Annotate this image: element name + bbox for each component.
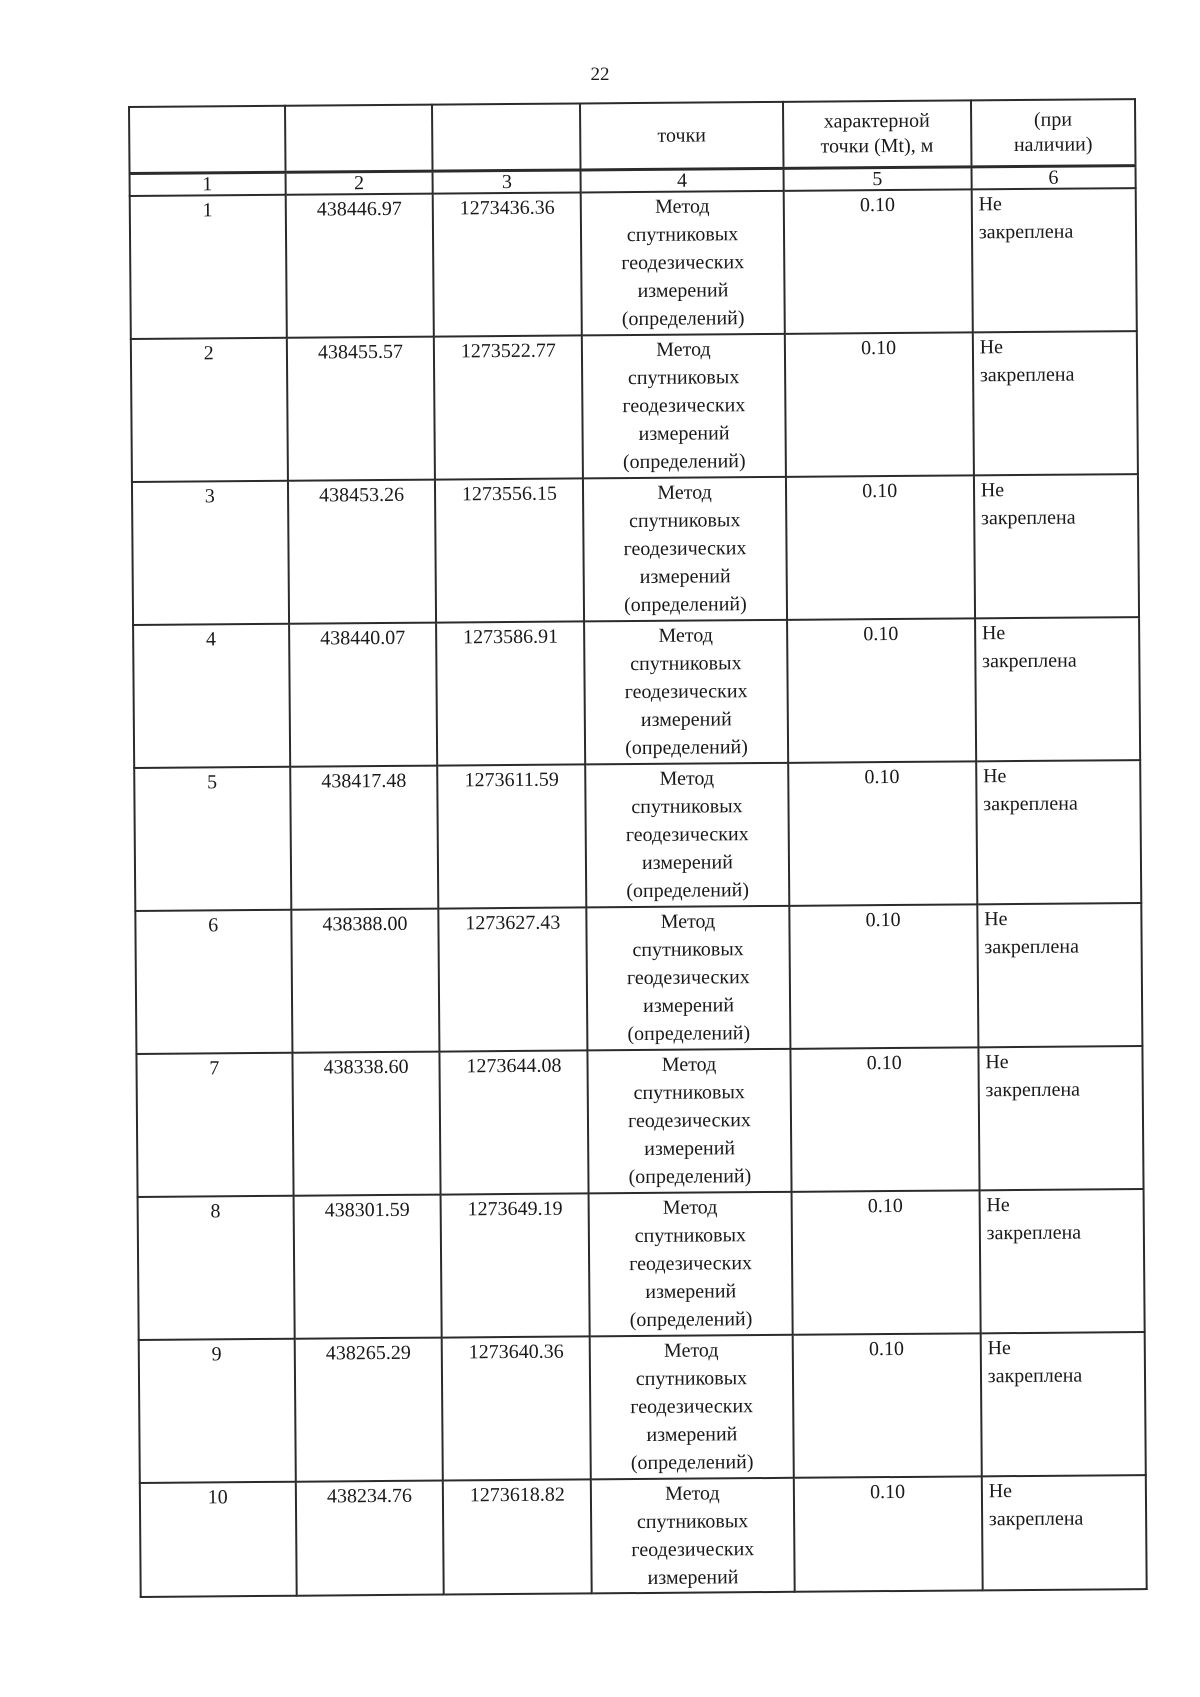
method-line: измерений: [638, 422, 730, 445]
fixation-line: закреплена: [982, 649, 1077, 673]
method-line: измерений: [643, 994, 735, 1017]
method-line: геодезических: [623, 537, 747, 561]
point-number: 10: [140, 1482, 296, 1597]
fixation-line: Не: [986, 1194, 1010, 1217]
header-cell-2: [285, 105, 433, 173]
error-value: 0.10: [786, 475, 975, 619]
method-cell: [591, 1478, 794, 1594]
method-line: измерений: [637, 279, 729, 303]
coordinate-y: 1273611.59: [438, 764, 587, 908]
header-cell-1: [129, 106, 285, 174]
method-line: (определений): [629, 1308, 753, 1332]
method-line: спутниковых: [630, 652, 742, 676]
coordinate-x: 438234.76: [295, 1481, 444, 1596]
method-line: спутниковых: [636, 1510, 749, 1534]
coordinates-table: [128, 98, 1148, 1598]
fixation-cell: [980, 1332, 1145, 1476]
column-number: 6: [971, 166, 1135, 190]
fixation-line: закреплена: [980, 506, 1076, 530]
error-value: 0.10: [791, 1190, 980, 1334]
method-line: спутниковых: [627, 366, 740, 390]
header-cell-4: точки: [580, 102, 783, 170]
method-line: спутниковых: [633, 1081, 745, 1105]
error-value: 0.10: [790, 1047, 979, 1191]
header-cell-6: (при наличии): [971, 99, 1136, 167]
method-line: измерений: [647, 1566, 739, 1589]
point-number: 1: [130, 195, 287, 339]
method-cell: [581, 191, 784, 336]
method-line: Метод: [656, 338, 711, 361]
method-line: спутниковых: [626, 223, 739, 247]
coordinate-x: 438446.97: [285, 194, 434, 338]
method-line: (определений): [621, 307, 745, 331]
method-cell: [586, 763, 789, 908]
error-value: 0.10: [792, 1333, 981, 1477]
fixation-line: закреплена: [987, 1364, 1083, 1388]
header-cell-5: характерной точки (Mt), м: [783, 100, 972, 168]
fixation-line: Не: [981, 622, 1006, 645]
coordinate-x: 438417.48: [290, 766, 439, 910]
method-line: измерений: [639, 565, 731, 588]
point-number: 5: [134, 767, 291, 911]
fixation-cell: [974, 474, 1139, 618]
coordinate-x: 438388.00: [291, 909, 440, 1053]
coordinate-y: 1273627.43: [439, 907, 588, 1051]
fixation-line: Не: [985, 1051, 1009, 1074]
fixation-cell: [979, 1189, 1144, 1333]
point-number: 7: [136, 1053, 293, 1197]
fixation-cell: [977, 903, 1142, 1047]
column-number: 5: [783, 167, 971, 191]
table-row: [138, 1189, 1145, 1340]
fixation-line: Не: [978, 193, 1002, 216]
method-line: Метод: [663, 1339, 719, 1362]
method-line: Метод: [662, 1196, 718, 1219]
fixation-cell: [982, 1475, 1147, 1590]
coordinate-y: 1273618.82: [443, 1479, 592, 1594]
method-line: (определений): [626, 879, 750, 903]
header-row: [129, 99, 1135, 173]
method-line: (определений): [623, 593, 747, 617]
header-cell-3: [432, 103, 580, 171]
method-line: (определений): [627, 1022, 751, 1046]
fixation-line: Не: [984, 908, 1008, 931]
method-line: измерений: [644, 1137, 736, 1160]
method-cell: [589, 1192, 792, 1337]
coordinate-y: 1273649.19: [441, 1193, 590, 1337]
point-number: 3: [132, 481, 289, 625]
fixation-line: Не: [987, 1337, 1011, 1360]
fixation-line: закреплена: [984, 935, 1079, 959]
coordinate-x: 438453.26: [287, 480, 436, 624]
method-line: геодезических: [629, 1252, 753, 1276]
method-line: Метод: [660, 910, 716, 933]
method-line: Метод: [658, 624, 713, 647]
method-line: спутниковых: [629, 509, 741, 533]
table-row: [131, 331, 1138, 482]
column-number: 3: [433, 170, 581, 194]
fixation-line: закреплена: [979, 363, 1075, 387]
error-value: 0.10: [787, 618, 976, 762]
method-cell: [588, 1049, 791, 1194]
method-line: спутниковых: [631, 795, 743, 819]
fixation-cell: [978, 1046, 1143, 1190]
coordinate-y: 1273436.36: [433, 192, 582, 336]
fixation-line: Не: [982, 765, 1007, 788]
coordinates-table-wrapper: [128, 98, 1148, 1598]
fixation-cell: [971, 188, 1136, 332]
coordinate-x: 438338.60: [292, 1052, 441, 1196]
method-line: геодезических: [627, 1109, 751, 1133]
fixation-cell: [973, 331, 1138, 475]
page-number: 22: [590, 64, 610, 85]
column-number: 2: [285, 171, 433, 195]
method-line: Метод: [661, 1053, 717, 1076]
table-row: [135, 903, 1142, 1054]
table-row: [133, 617, 1140, 768]
method-line: геодезических: [624, 680, 748, 704]
error-value: 0.10: [784, 332, 973, 476]
method-line: спутниковых: [634, 1224, 747, 1248]
method-line: геодезических: [626, 966, 750, 990]
coordinate-y: 1273644.08: [440, 1050, 589, 1194]
table-row: [130, 188, 1137, 339]
method-line: (определений): [622, 450, 746, 474]
method-line: Метод: [659, 767, 715, 790]
point-number: 6: [135, 910, 292, 1054]
coordinate-x: 438455.57: [286, 337, 435, 481]
point-number: 9: [139, 1339, 296, 1483]
method-cell: [590, 1335, 793, 1480]
method-line: Метод: [665, 1482, 720, 1505]
method-line: (определений): [625, 736, 748, 760]
fixation-line: Не: [980, 479, 1005, 502]
method-line: измерений: [641, 851, 733, 874]
table-row: [136, 1046, 1143, 1197]
method-cell: [587, 906, 790, 1051]
fixation-line: закреплена: [983, 792, 1078, 816]
method-line: Метод: [657, 481, 712, 504]
method-line: измерений: [646, 1423, 738, 1446]
error-value: 0.10: [783, 189, 972, 333]
method-cell: [584, 620, 787, 765]
method-line: геодезических: [621, 251, 745, 275]
fixation-line: закреплена: [978, 220, 1074, 244]
method-line: геодезических: [622, 394, 746, 418]
method-line: спутниковых: [632, 938, 744, 962]
column-number: 1: [130, 172, 286, 196]
coordinate-y: 1273586.91: [436, 621, 585, 765]
table-row: [132, 474, 1139, 625]
method-cell: [582, 334, 785, 479]
method-line: геодезических: [630, 1395, 754, 1419]
method-line: Метод: [654, 195, 710, 218]
table-row: [140, 1475, 1147, 1597]
point-number: 2: [131, 338, 288, 482]
method-line: измерений: [645, 1280, 737, 1303]
table-row: [139, 1332, 1146, 1483]
method-line: спутниковых: [635, 1367, 748, 1391]
coordinate-x: 438440.07: [289, 623, 438, 767]
method-line: геодезических: [625, 823, 749, 847]
fixation-line: закреплена: [988, 1507, 1084, 1531]
table-row: [134, 760, 1141, 911]
coordinate-y: 1273522.77: [434, 335, 583, 479]
column-number: 4: [581, 168, 783, 192]
error-value: 0.10: [788, 761, 977, 905]
error-value: 0.10: [793, 1476, 982, 1591]
method-line: измерений: [640, 708, 732, 731]
fixation-line: закреплена: [986, 1221, 1082, 1245]
fixation-line: Не: [988, 1480, 1013, 1503]
method-line: (определений): [628, 1165, 752, 1189]
point-number: 8: [138, 1196, 295, 1340]
method-line: геодезических: [631, 1538, 755, 1562]
error-value: 0.10: [789, 904, 978, 1048]
point-number: 4: [133, 624, 290, 768]
fixation-line: Не: [979, 336, 1004, 359]
fixation-cell: [976, 760, 1141, 904]
coordinate-y: 1273556.15: [435, 478, 584, 622]
fixation-line: закреплена: [985, 1078, 1081, 1102]
method-line: (определений): [630, 1451, 754, 1475]
coordinate-x: 438301.59: [293, 1195, 442, 1339]
fixation-cell: [975, 617, 1140, 761]
coordinate-x: 438265.29: [294, 1338, 443, 1482]
method-cell: [583, 477, 786, 622]
coordinate-y: 1273640.36: [442, 1336, 591, 1480]
